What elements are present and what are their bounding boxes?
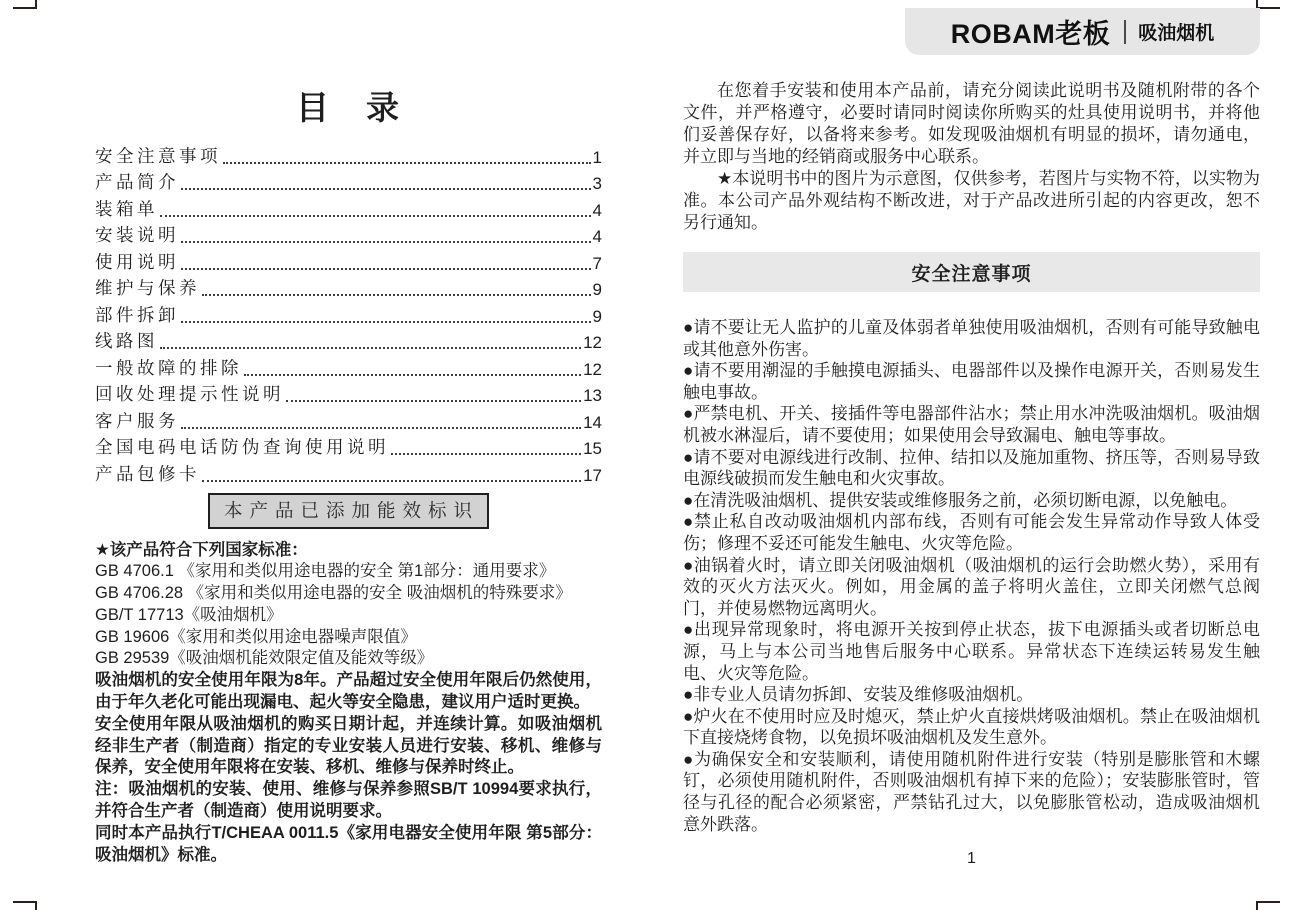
toc-entry [95, 141, 602, 168]
lifespan-paragraph: 吸油烟机的安全使用年限为8年。产品超过安全使用年限后仍然使用，由于年久老化可能出现漏电、起火等安全隐患，建议用户适时更换。 [95, 671, 602, 712]
brand-logo: ROBAM老板 [950, 19, 1111, 49]
toc-title: 目 录 [296, 89, 401, 126]
toc-entry-label: 客户服务 [95, 410, 179, 431]
toc-dot-leader [160, 347, 581, 349]
toc-dot-leader [202, 294, 591, 296]
safety-bullet: ●炉火在不使用时应及时熄灭，禁止炉火直接烘烤吸油烟机。禁止在吸油烟机下直接烧烤食物，以免损坏吸油烟机及发生意外。 [683, 706, 1260, 748]
toc-dot-leader [181, 321, 591, 323]
toc-entry [95, 380, 602, 407]
toc-dot-leader [391, 453, 581, 455]
toc-entry-page: 12 [583, 333, 602, 352]
energy-efficiency-label-box: 本产品已添加能效标识 [208, 493, 489, 529]
crop-mark-bottom-right [1256, 901, 1280, 910]
lifespan-paragraph: 同时本产品执行T/CHEAA 0011.5《家用电器安全使用年限 第5部分：吸油烟机》标准。 [95, 823, 602, 864]
safety-bullet: ●出现异常现象时，将电源开关按到停止状态，拔下电源插头或者切断总电源，马上与本公司当地售后服务中心联系。异常状态下连续运转易发生触电、火灾等危险。 [683, 620, 1260, 683]
toc-entry-page: 17 [583, 465, 602, 485]
toc-entry-label: 线路图 [95, 331, 158, 351]
safety-bullet: ●请不要对电源线进行改制、拉伸、结扣以及施加重物、挤压等，否则易导致电源线破损而发生触电和火灾事故。 [683, 447, 1260, 489]
toc-entry [95, 300, 602, 327]
standards-line: GB/T 17713《吸油烟机》 [95, 605, 283, 624]
brand-bar [905, 8, 1260, 55]
toc-entry-page: 15 [583, 439, 602, 458]
lifespan-paragraph: 注：吸油烟机的安装、使用、维修与保养参照SB/T 10994要求执行，并符合生产者（制造商）使用说明要求。 [95, 780, 602, 821]
toc-entry [95, 353, 602, 380]
toc-entry-label: 一般故障的排除 [95, 357, 242, 378]
intro-paragraphs [683, 80, 1260, 234]
toc-dot-leader [160, 215, 591, 217]
safety-bullet: ●非专业人员请勿拆卸、安装及维修吸油烟机。 [683, 685, 1034, 705]
toc-entry [95, 194, 602, 221]
toc-list [95, 141, 602, 486]
page-number: 1 [967, 850, 976, 868]
section-header-safety-notes: 安全注意事项 [683, 252, 1260, 292]
toc-entry-label: 产品简介 [95, 172, 179, 192]
toc-entry [95, 168, 602, 195]
standards-lines [95, 561, 602, 670]
toc-entry-page: 3 [592, 174, 602, 193]
toc-entry-label: 全国电码电话防伪查询使用说明 [95, 437, 389, 457]
toc-entry [95, 221, 602, 248]
toc-dot-leader [244, 374, 581, 376]
toc-entry-page: 13 [583, 386, 602, 405]
intro-paragraph: ★本说明书中的图片为示意图，仅供参考，若图片与实物不符，以实物为准。本公司产品外观结构不断改进，对于产品改进所引起的内容更改，恕不另行通知。 [683, 169, 1260, 232]
toc-entry-label: 安装说明 [95, 225, 179, 245]
toc-dot-leader [181, 241, 591, 243]
toc-entry [95, 459, 602, 486]
safety-bullet: ●为确保安全和安装顺利，请使用随机附件进行安装（特别是膨胀管和木螺钉，必须使用随机附件，否则吸油烟机有掉下来的危险）；安装膨胀管时，管径与孔径的配合必须紧密，严禁钻孔过大，以免膨胀管松动，造成吸油烟机意外跌落。 [683, 749, 1260, 834]
toc-entry [95, 406, 602, 433]
intro-paragraph: 在您着手安装和使用本产品前，请充分阅读此说明书及随机附带的各个文件，并严格遵守，必要时请同时阅读你所购买的灶具使用说明书，并将他们妥善保存好，以备将来参考。如发现吸油烟机有明显的损坏，请勿通电，并立即与当地的经销商或服务中心联系。 [683, 81, 1260, 166]
toc-entry-page: 4 [592, 200, 602, 220]
toc-entry-label: 回收处理提示性说明 [95, 384, 284, 404]
safety-bullet: ●禁止私自改动吸油烟机内部布线，否则有可能会发生异常动作导致人体受伤；修理不妥还可能发生触电、火灾等危险。 [683, 512, 1260, 553]
safety-page [683, 80, 1260, 868]
toc-dot-leader [181, 268, 591, 270]
standards-line: GB 4706.1 《家用和类似用途电器的安全 第1部分：通用要求》 [95, 562, 556, 581]
toc-entry-page: 1 [592, 147, 602, 167]
lifespan-paragraph: 安全使用年限从吸油烟机的购买日期计起，并连续计算。如吸油烟机经非生产者（制造商）指定的专业安装人员进行安装、移机、维修与保养，安全使用年限将在安装、移机、维修与保养时终止。 [95, 714, 602, 777]
toc-entry-label: 产品包修卡 [95, 463, 200, 484]
toc-entry-label: 维护与保养 [95, 278, 200, 298]
safety-bullet: ●请不要让无人监护的儿童及体弱者单独使用吸油烟机，否则有可能导致触电或其他意外伤害。 [683, 318, 1260, 359]
safety-bullet: ●严禁电机、开关、接插件等电器部件沾水；禁止用水冲洗吸油烟机。吸油烟机被水淋湿后，请不要使用；如果使用会导致漏电、触电等事故。 [683, 404, 1260, 445]
toc-entry [95, 433, 602, 460]
safety-bullet: ●油锅着火时，请立即关闭吸油烟机（吸油烟机的运行会助燃火势），采用有效的灭火方法灭火。例如，用金属的盖子将明火盖住，立即关闭燃气总阀门，并使易燃物远离明火。 [683, 555, 1260, 618]
standards-block [95, 540, 602, 867]
standards-intro: ★该产品符合下列国家标准： [95, 540, 308, 559]
toc-page [95, 80, 602, 866]
crop-mark-top-left [13, 0, 37, 9]
toc-entry-page: 9 [592, 306, 602, 326]
crop-mark-bottom-left [13, 901, 37, 910]
toc-entry-label: 部件拆卸 [95, 304, 179, 325]
toc-dot-leader [181, 188, 591, 190]
standards-line: GB 4706.28 《家用和类似用途电器的安全 吸油烟机的特殊要求》 [95, 584, 572, 603]
standards-line: GB 19606《家用和类似用途电器噪声限值》 [95, 627, 417, 646]
toc-dot-leader [202, 480, 581, 482]
safety-bullet: ●在清洗吸油烟机、提供安装或维修服务之前，必须切断电源，以免触电。 [683, 490, 1238, 510]
toc-entry-page: 9 [592, 280, 602, 299]
brand-product-label: 吸油烟机 [1138, 23, 1215, 44]
safety-bullet-list [683, 317, 1260, 835]
toc-dot-leader [223, 162, 591, 164]
toc-entry [95, 274, 602, 301]
lifespan-notes [95, 670, 602, 866]
toc-entry-page: 12 [583, 359, 602, 379]
toc-entry [95, 327, 602, 354]
toc-entry-label: 安全注意事项 [95, 145, 221, 166]
standards-line: GB 29539《吸油烟机能效限定值及能效等级》 [95, 649, 434, 668]
toc-entry-label: 装箱单 [95, 198, 158, 219]
toc-entry-label: 使用说明 [95, 251, 179, 272]
brand-divider [1124, 20, 1126, 44]
toc-entry [95, 247, 602, 274]
toc-entry-page: 14 [583, 412, 602, 432]
toc-dot-leader [286, 400, 581, 402]
safety-bullet: ●请不要用潮湿的手触摸电源插头、电器部件以及操作电源开关，否则易发生触电事故。 [683, 361, 1260, 402]
toc-entry-page: 4 [592, 227, 602, 246]
toc-dot-leader [181, 427, 581, 429]
toc-entry-page: 7 [592, 253, 602, 273]
